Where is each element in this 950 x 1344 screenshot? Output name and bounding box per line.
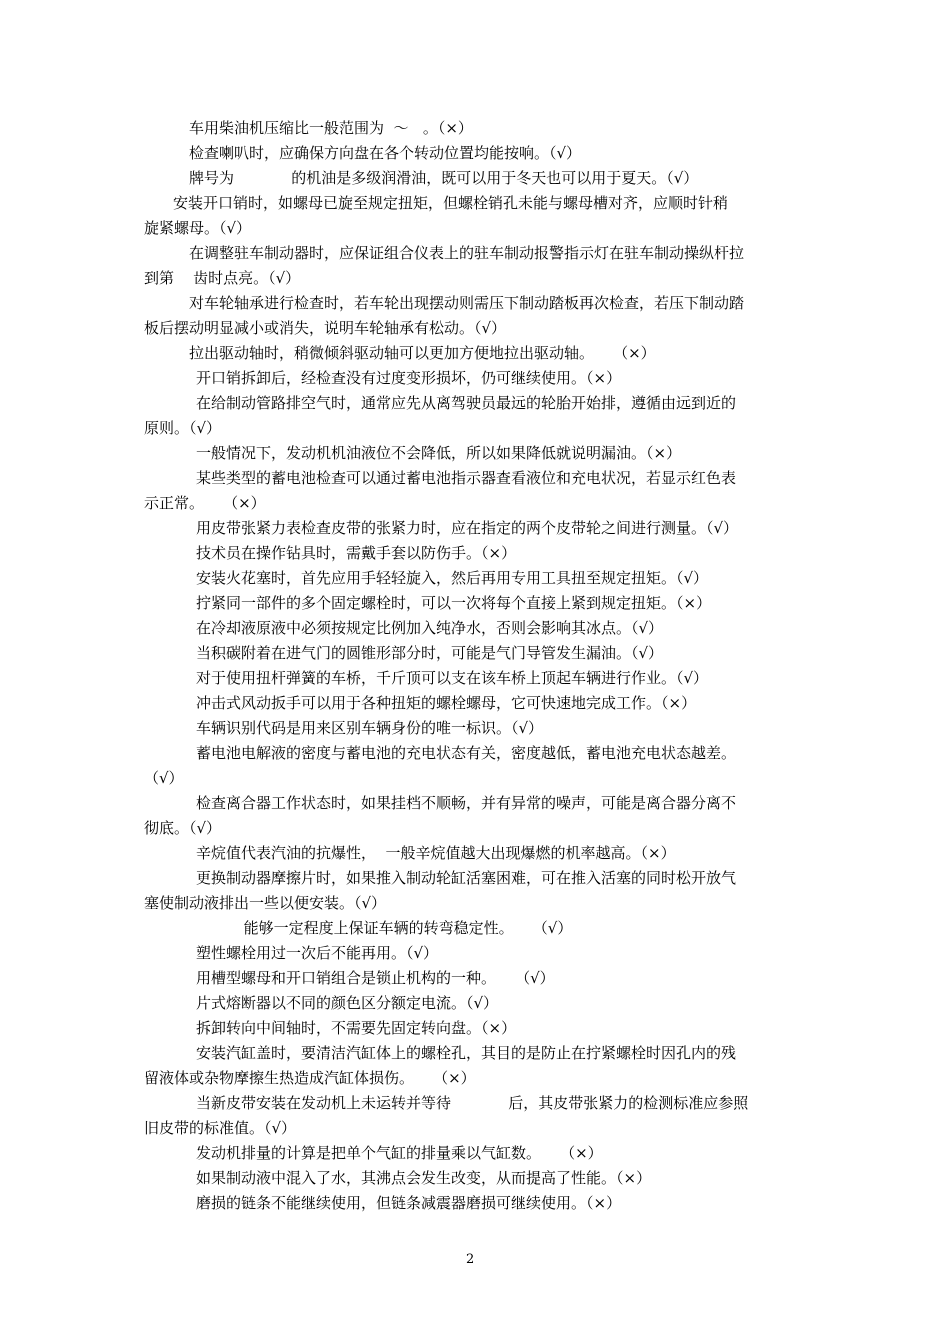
item-text: 某些类型的蓄电池检查可以通过蓄电池指示器查看液位和充电状况，若显示红色表	[196, 469, 737, 487]
item-text: 对车轮轴承进行检查时，若车轮出现摆动则需压下制动踏板再次检查，若压下制动踏	[189, 294, 745, 312]
item-text: 旋紧螺母。（√）	[144, 219, 252, 237]
item-text: 片式熔断器以不同的颜色区分额定电流。（√）	[196, 994, 499, 1012]
item-text: 发动机排量的计算是把单个气缸的排量乘以气缸数。 （×）	[196, 1144, 603, 1162]
item-text: 牌号为 的机油是多级润滑油，既可以用于冬天也可以用于夏天。（√）	[189, 169, 699, 187]
item-text: 辛烷值代表汽油的抗爆性， 一般辛烷值越大出现爆燃的机率越高。（×）	[196, 844, 676, 862]
page-number: 2	[466, 1252, 475, 1267]
item-text: 拉出驱动轴时，稍微倾斜驱动轴可以更加方便地拉出驱动轴。 （×）	[189, 344, 656, 362]
item-text: 一般情况下，发动机机油液位不会降低，所以如果降低就说明漏油。（×）	[196, 444, 682, 462]
item-text: 拆卸转向中间轴时，不需要先固定转向盘。（×）	[196, 1019, 517, 1037]
item-text: 原则。（√）	[144, 419, 222, 437]
item-text: 当积碳附着在进气门的圆锥形部分时，可能是气门导管发生漏油。（√）	[196, 644, 664, 662]
item-text: 车辆识别代码是用来区别车辆身份的唯一标识。（√）	[196, 719, 544, 737]
item-text: 检查离合器工作状态时，如果挂档不顺畅，并有异常的噪声，可能是离合器分离不	[196, 794, 737, 812]
item-text: 磨损的链条不能继续使用，但链条减震器磨损可继续使用。（×）	[196, 1194, 622, 1212]
item-text: 塞使制动液排出一些以便安装。（√）	[144, 894, 387, 912]
item-text: 如果制动液中混入了水，其沸点会发生改变，从而提高了性能。（×）	[196, 1169, 652, 1187]
item-text: 到第 齿时点亮。（√）	[144, 269, 301, 287]
item-text: 安装开口销时，如螺母已旋至规定扭矩，但螺栓销孔未能与螺母槽对齐，应顺时针稍	[173, 194, 729, 212]
item-text: 更换制动器摩擦片时，如果推入制动轮缸活塞困难，可在推入活塞的同时松开放气	[196, 869, 737, 887]
item-text: 技术员在操作钻具时，需戴手套以防伤手。（×）	[196, 544, 517, 562]
item-text: 能够一定程度上保证车辆的转弯稳定性。 （√）	[196, 919, 573, 937]
item-text: 留液体或杂物摩擦生热造成汽缸体损伤。 （×）	[144, 1069, 476, 1087]
item-text: 示正常。 （×）	[144, 494, 266, 512]
item-text: 安装汽缸盖时，要清洁汽缸体上的螺栓孔，其目的是防止在拧紧螺栓时因孔内的残	[196, 1044, 737, 1062]
item-text: 检查喇叭时，应确保方向盘在各个转动位置均能按响。（√）	[189, 144, 582, 162]
item-text: 塑性螺栓用过一次后不能再用。（√）	[196, 944, 439, 962]
item-text: 冲击式风动扳手可以用于各种扭矩的螺栓螺母，它可快速地完成工作。（×）	[196, 694, 697, 712]
item-text: 在给制动管路排空气时，通常应先从离驾驶员最远的轮胎开始排，遵循由远到近的	[196, 394, 737, 412]
item-text: 板后摆动明显减小或消失，说明车轮轴承有松动。（√）	[144, 319, 507, 337]
item-text: （√）	[144, 769, 184, 787]
item-text: 用皮带张紧力表检查皮带的张紧力时，应在指定的两个皮带轮之间进行测量。（√）	[196, 519, 739, 537]
item-text: 旧皮带的标准值。（√）	[144, 1119, 297, 1137]
item-text: 蓄电池电解液的密度与蓄电池的充电状态有关，密度越低，蓄电池充电状态越差。	[196, 744, 737, 762]
item-text: 车用柴油机压缩比一般范围为 ～ 。（×）	[189, 119, 473, 137]
item-text: 安装火花塞时，首先应用手轻轻旋入，然后再用专用工具扭至规定扭矩。（√）	[196, 569, 709, 587]
item-text: 在冷却液原液中必须按规定比例加入纯净水，否则会影响其冰点。（√）	[196, 619, 664, 637]
item-text: 在调整驻车制动器时，应保证组合仪表上的驻车制动报警指示灯在驻车制动操纵杆拉	[189, 244, 745, 262]
item-text: 当新皮带安装在发动机上未运转并等待 后，其皮带张紧力的检测标准应参照	[196, 1094, 749, 1112]
item-text: 彻底。（√）	[144, 819, 222, 837]
item-text: 开口销拆卸后，经检查没有过度变形损坏，仍可继续使用。（×）	[196, 369, 622, 387]
item-text: 对于使用扭杆弹簧的车桥，千斤顶可以支在该车桥上顶起车辆进行作业。（√）	[196, 669, 709, 687]
item-text: 拧紧同一部件的多个固定螺栓时，可以一次将每个直接上紧到规定扭矩。（×）	[196, 594, 712, 612]
item-text: 用槽型螺母和开口销组合是锁止机构的一种。 （√）	[196, 969, 555, 987]
